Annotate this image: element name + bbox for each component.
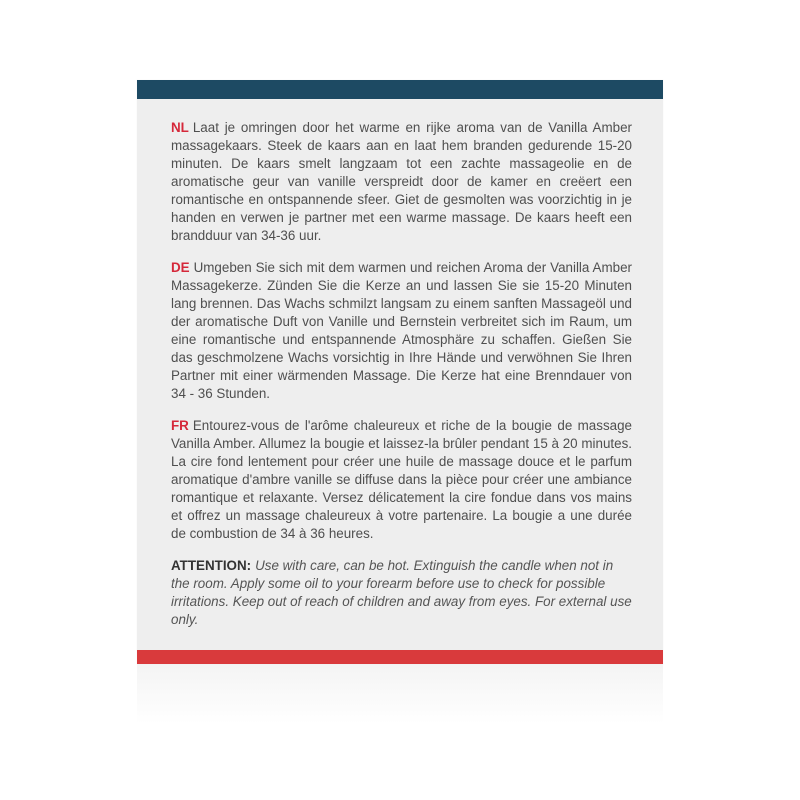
- attention-text: Use with care, can be hot. Extinguish the candle when not in the room. Apply some oil to your forearm before use to check for possible irritations. Keep out of reach of children and away from eyes. For external use only.: [171, 558, 632, 627]
- section-nl-text: Laat je omringen door het warme en rijke aroma van de Vanilla Amber massagekaars. Steek de kaars aan en laat hem branden gedurende 15-20 minuten. De kaars smelt langzaam tot een zachte massageolie en de aromatische geur van vanille verspreidt door de kamer en creëert een romantische en ontspannende sfeer. Giet de gesmolten was voorzichtig in je handen en verwen je partner met een warme massage. De kaars heeft een brandduur van 34-36 uur.: [171, 120, 632, 243]
- attention-notice: [171, 557, 632, 629]
- section-fr: [171, 417, 632, 543]
- language-code-fr: FR: [171, 418, 189, 433]
- language-code-de: DE: [171, 260, 190, 275]
- label-content: [171, 119, 632, 643]
- language-code-nl: NL: [171, 120, 189, 135]
- card-reflection: [137, 664, 663, 724]
- label-card: [137, 80, 663, 664]
- section-de-text: Umgeben Sie sich mit dem warmen und reichen Aroma der Vanilla Amber Massagekerze. Zünden Sie die Kerze an und lassen Sie sie 15-20 Minuten lang brennen. Das Wachs schmilzt langsam zu einem sanften Massageöl und der aromatische Duft von Vanille und Bernstein verbreitet sich im Raum, um eine romantische und entspannende Atmosphäre zu schaffen. Gießen Sie das geschmolzene Wachs vorsichtig in Ihre Hände und verwöhnen Sie Ihren Partner mit einer wärmenden Massage. Die Kerze hat eine Brenndauer von 34 - 36 Stunden.: [171, 260, 632, 401]
- section-fr-text: Entourez-vous de l'arôme chaleureux et riche de la bougie de massage Vanilla Amber. Allumez la bougie et laissez-la brûler pendant 15 à 20 minutes. La cire fond lentement pour créer une huile de massage douce et le parfum aromatique d'ambre vanille se diffuse dans la pièce pour créer une ambiance romantique et relaxante. Versez délicatement la cire fondue dans vos mains et offrez un massage chaleureux à votre partenaire. La bougie a une durée de combustion de 34 à 36 heures.: [171, 418, 632, 541]
- bottom-color-band: [137, 650, 663, 664]
- top-color-band: [137, 80, 663, 99]
- attention-label: ATTENTION:: [171, 558, 252, 573]
- section-de: [171, 259, 632, 403]
- section-nl: [171, 119, 632, 245]
